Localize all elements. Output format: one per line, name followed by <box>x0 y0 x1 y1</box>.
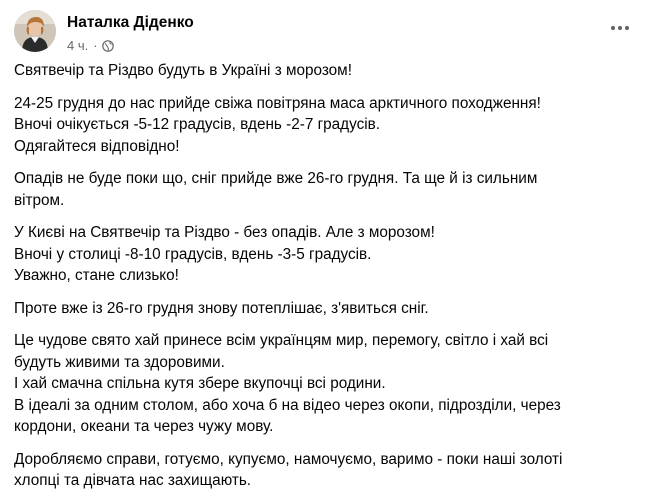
avatar[interactable] <box>14 10 56 52</box>
post-paragraph <box>14 330 634 438</box>
more-options-button[interactable] <box>606 18 634 38</box>
post-paragraph <box>14 449 634 492</box>
post-text-line: хлопці та дівчата нас захищають. <box>14 472 252 489</box>
post-text-line: Доробляємо справи, готуємо, купуємо, намочуємо, варимо - поки наші золоті <box>14 450 563 468</box>
post-text-line: В ідеалі за одним столом, або хоча б на відео через окопи, підрозділи, через <box>14 396 561 414</box>
post-text-line: Проте вже із 26-го грудня знову потеплішає, з'явиться сніг. <box>14 299 429 317</box>
post-meta <box>67 38 114 53</box>
post-paragraph <box>14 93 634 158</box>
meta-separator: · <box>93 38 98 53</box>
post-text-line: будуть живими та здоровими. <box>14 353 225 371</box>
post-text-line: Це чудове свято хай принесе всім українцям мир, перемогу, світло і хай всі <box>14 332 549 349</box>
post-paragraph <box>14 298 634 320</box>
post-text-line: 24-25 грудня до нас прийде свіжа повітряна маса арктичного походження! <box>14 94 541 112</box>
post-text-line: Вночі очікується -5-12 градусів, вдень -2-7 градусів. <box>14 116 381 133</box>
post-text-line: Одягайтеся відповідно! <box>14 137 180 155</box>
post-text-line: Уважно, стане слизько! <box>14 267 179 284</box>
author-name[interactable]: Наталка Діденко <box>67 14 194 31</box>
post-text-line: Святвечір та Різдво будуть в Україні з морозом! <box>14 62 352 79</box>
post-paragraph <box>14 60 634 82</box>
globe-icon[interactable] <box>102 40 114 52</box>
post-header <box>14 10 636 56</box>
post-paragraph <box>14 168 634 211</box>
avatar-photo <box>14 10 56 52</box>
post-text-line: вітром. <box>14 191 65 209</box>
post-time[interactable]: 4 ч. <box>67 38 89 53</box>
post-text-line: І хай смачна спільна кутя збере вкупочці всі родини. <box>14 375 386 392</box>
post-text <box>14 60 634 503</box>
post-text-line: Вночі у столиці -8-10 градусів, вдень -3-5 градусів. <box>14 245 372 263</box>
post-text-line: кордони, океани та через чужу мову. <box>14 418 274 435</box>
post-paragraph <box>14 222 634 287</box>
more-options-icon <box>610 25 630 31</box>
post-text-line: У Києві на Святвечір та Різдво - без опадів. Але з морозом! <box>14 224 435 241</box>
post-text-line: Опадів не буде поки що, сніг прийде вже 26-го грудня. Та ще й із сильним <box>14 170 538 187</box>
